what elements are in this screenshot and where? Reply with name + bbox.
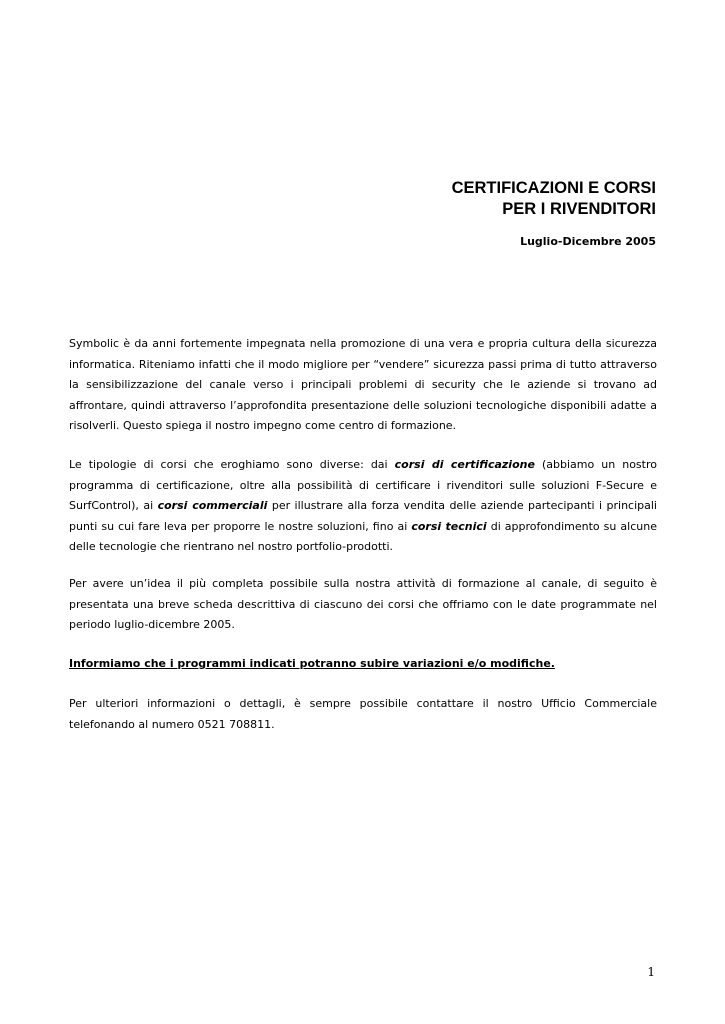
page-number: 1 [647, 965, 655, 979]
contact-paragraph: Per ulteriori informazioni o dettagli, è sempre possibile contattare il nostro Ufficio Commerciale telefonando al numero 0521 708811. [69, 697, 657, 731]
emphasis-commercial-courses: corsi commerciali [157, 499, 268, 512]
course-types-paragraph [69, 455, 657, 558]
text-run: (abbiamo un nostro programma di certificazione, oltre alla possibilità di certificare i rivenditori sulle soluzioni F-Secure e SurfControl), ai [69, 458, 657, 512]
intro-paragraph: Symbolic è da anni fortemente impegnata nella promozione di una vera e propria cultura della sicurezza informatica. Riteniamo infatti che il modo migliore per “vendere” sicurezza passi prima di tutto attraverso la sensibilizzazione del canale verso i principali problemi di security che le aziende si trovano ad affrontare, quindi attraverso l’approfondita presentazione delle soluzioni tecnologiche disponibili adatte a risolverli. Questo spiega il nostro impegno come centro di formazione. [69, 337, 657, 432]
document-title [452, 178, 656, 220]
text-run: di approfondimento su alcune delle tecnologie che rientrano nel nostro portfolio-prodotti. [69, 519, 657, 553]
title-line-2: PER I RIVENDITORI [502, 200, 656, 218]
emphasis-certification-courses: corsi di certificazione [394, 458, 535, 471]
changes-notice: Informiamo che i programmi indicati potranno subire variazioni e/o modifiche. [69, 657, 555, 670]
schedule-paragraph: Per avere un’idea il più completa possibile sulla nostra attività di formazione al canale, di seguito è presentata una breve scheda descrittiva di ciascuno dei corsi che offriamo con le date programmate nel periodo luglio-dicembre 2005. [69, 577, 657, 631]
title-line-1: CERTIFICAZIONI E CORSI [451, 179, 656, 197]
emphasis-technical-courses: corsi tecnici [411, 519, 487, 533]
text-run: Le tipologie di corsi che eroghiamo sono diverse: dai [69, 458, 395, 471]
text-run: per illustrare alla forza vendita delle aziende partecipanti i principali punti su cui fare leva per proporre le nostre soluzioni, fino ai [69, 499, 657, 533]
period-subtitle: Luglio-Dicembre 2005 [520, 235, 656, 248]
